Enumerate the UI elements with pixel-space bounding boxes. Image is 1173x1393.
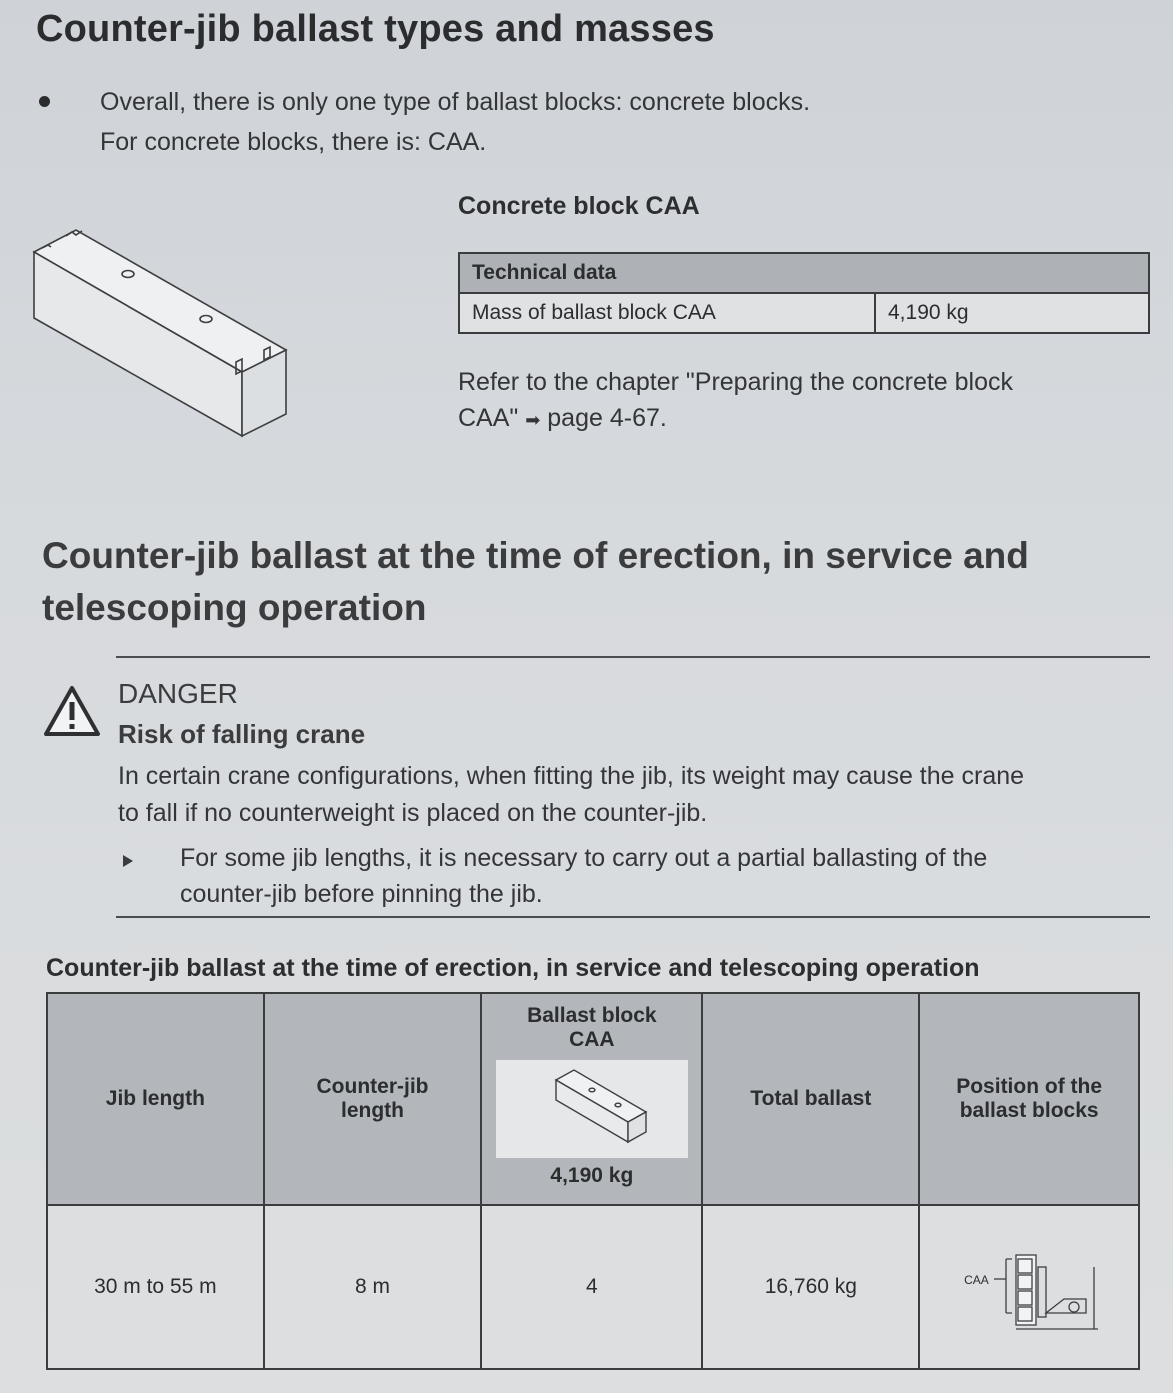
bullet-text-line1: Overall, there is only one type of ballast blocks: concrete blocks. — [100, 88, 811, 116]
header-jib-length: Jib length — [47, 993, 264, 1205]
concrete-block-thumbnail-icon — [496, 1060, 688, 1158]
section2-title-line2: telescoping operation — [42, 587, 427, 628]
refer-text-line1: Refer to the chapter "Preparing the concrete block — [458, 368, 1014, 396]
danger-bottom-rule — [116, 916, 1150, 918]
danger-top-rule — [116, 656, 1150, 658]
bullet-text-line2: For concrete blocks, there is: CAA. — [100, 128, 487, 156]
arrow-right-icon: ➡ — [525, 410, 541, 430]
header-counter-jib-length — [264, 993, 482, 1205]
ballast-table-caption: Counter-jib ballast at the time of erection, in service and telescoping operation — [46, 954, 980, 982]
ballast-block-thumbnail — [496, 1060, 688, 1158]
cell-position-diagram — [919, 1205, 1139, 1369]
cell-jib-length: 30 m to 55 m — [47, 1205, 264, 1369]
ballast-table — [46, 992, 1140, 1370]
position-diagram — [954, 1237, 1104, 1337]
header-counter-jib-length-line2: length — [341, 1099, 405, 1122]
header-ballast-block-mass: 4,190 kg — [550, 1164, 634, 1187]
refer-text-caa: CAA" — [458, 404, 519, 432]
cell-total-ballast: 16,760 kg — [702, 1205, 919, 1369]
page-reference-link[interactable]: page 4-67. — [547, 404, 667, 432]
refer-text-line2 — [458, 400, 667, 438]
bullet-dot — [39, 96, 50, 107]
mass-label-cell: Mass of ballast block CAA — [459, 293, 875, 333]
technical-data-table — [458, 252, 1150, 334]
warning-triangle-icon — [42, 684, 102, 738]
header-position-line1: Position of the — [956, 1075, 1103, 1098]
position-caa-label: CAA — [964, 1273, 989, 1287]
mass-value-cell: 4,190 kg — [875, 293, 1149, 333]
ballast-position-icon — [954, 1237, 1104, 1337]
cell-blocks: 4 — [481, 1205, 702, 1369]
table-row — [47, 1205, 1139, 1369]
danger-text-line2: to fall if no counterweight is placed on the counter-jib. — [118, 799, 708, 827]
danger-label: DANGER — [118, 678, 238, 709]
concrete-block-illustration — [28, 222, 296, 444]
danger-subtitle: Risk of falling crane — [118, 719, 366, 749]
header-position — [919, 993, 1139, 1205]
danger-action-line2: counter-jib before pinning the jib. — [180, 880, 543, 908]
section-title-ballast-types: Counter-jib ballast types and masses — [36, 8, 715, 50]
header-counter-jib-length-line1: Counter-jib — [316, 1075, 429, 1098]
section2-title-line1: Counter-jib ballast at the time of erection, in service and — [42, 535, 1029, 576]
danger-action-line1: For some jib lengths, it is necessary to carry out a partial ballasting of the — [180, 844, 988, 872]
header-position-line2: ballast blocks — [959, 1099, 1099, 1122]
header-ballast-block — [481, 993, 702, 1205]
header-ballast-block-line1: Ballast block — [527, 1004, 657, 1027]
technical-data-header: Technical data — [459, 253, 1149, 293]
header-ballast-block-line2: CAA — [569, 1028, 615, 1051]
danger-text-line1: In certain crane configurations, when fitting the jib, its weight may cause the crane — [118, 762, 1025, 790]
cell-counter-jib-length: 8 m — [264, 1205, 482, 1369]
concrete-block-caption: Concrete block CAA — [458, 192, 700, 220]
header-total-ballast: Total ballast — [702, 993, 919, 1205]
section-title-ballast-erection — [42, 530, 1029, 634]
action-arrow-icon — [123, 855, 133, 867]
